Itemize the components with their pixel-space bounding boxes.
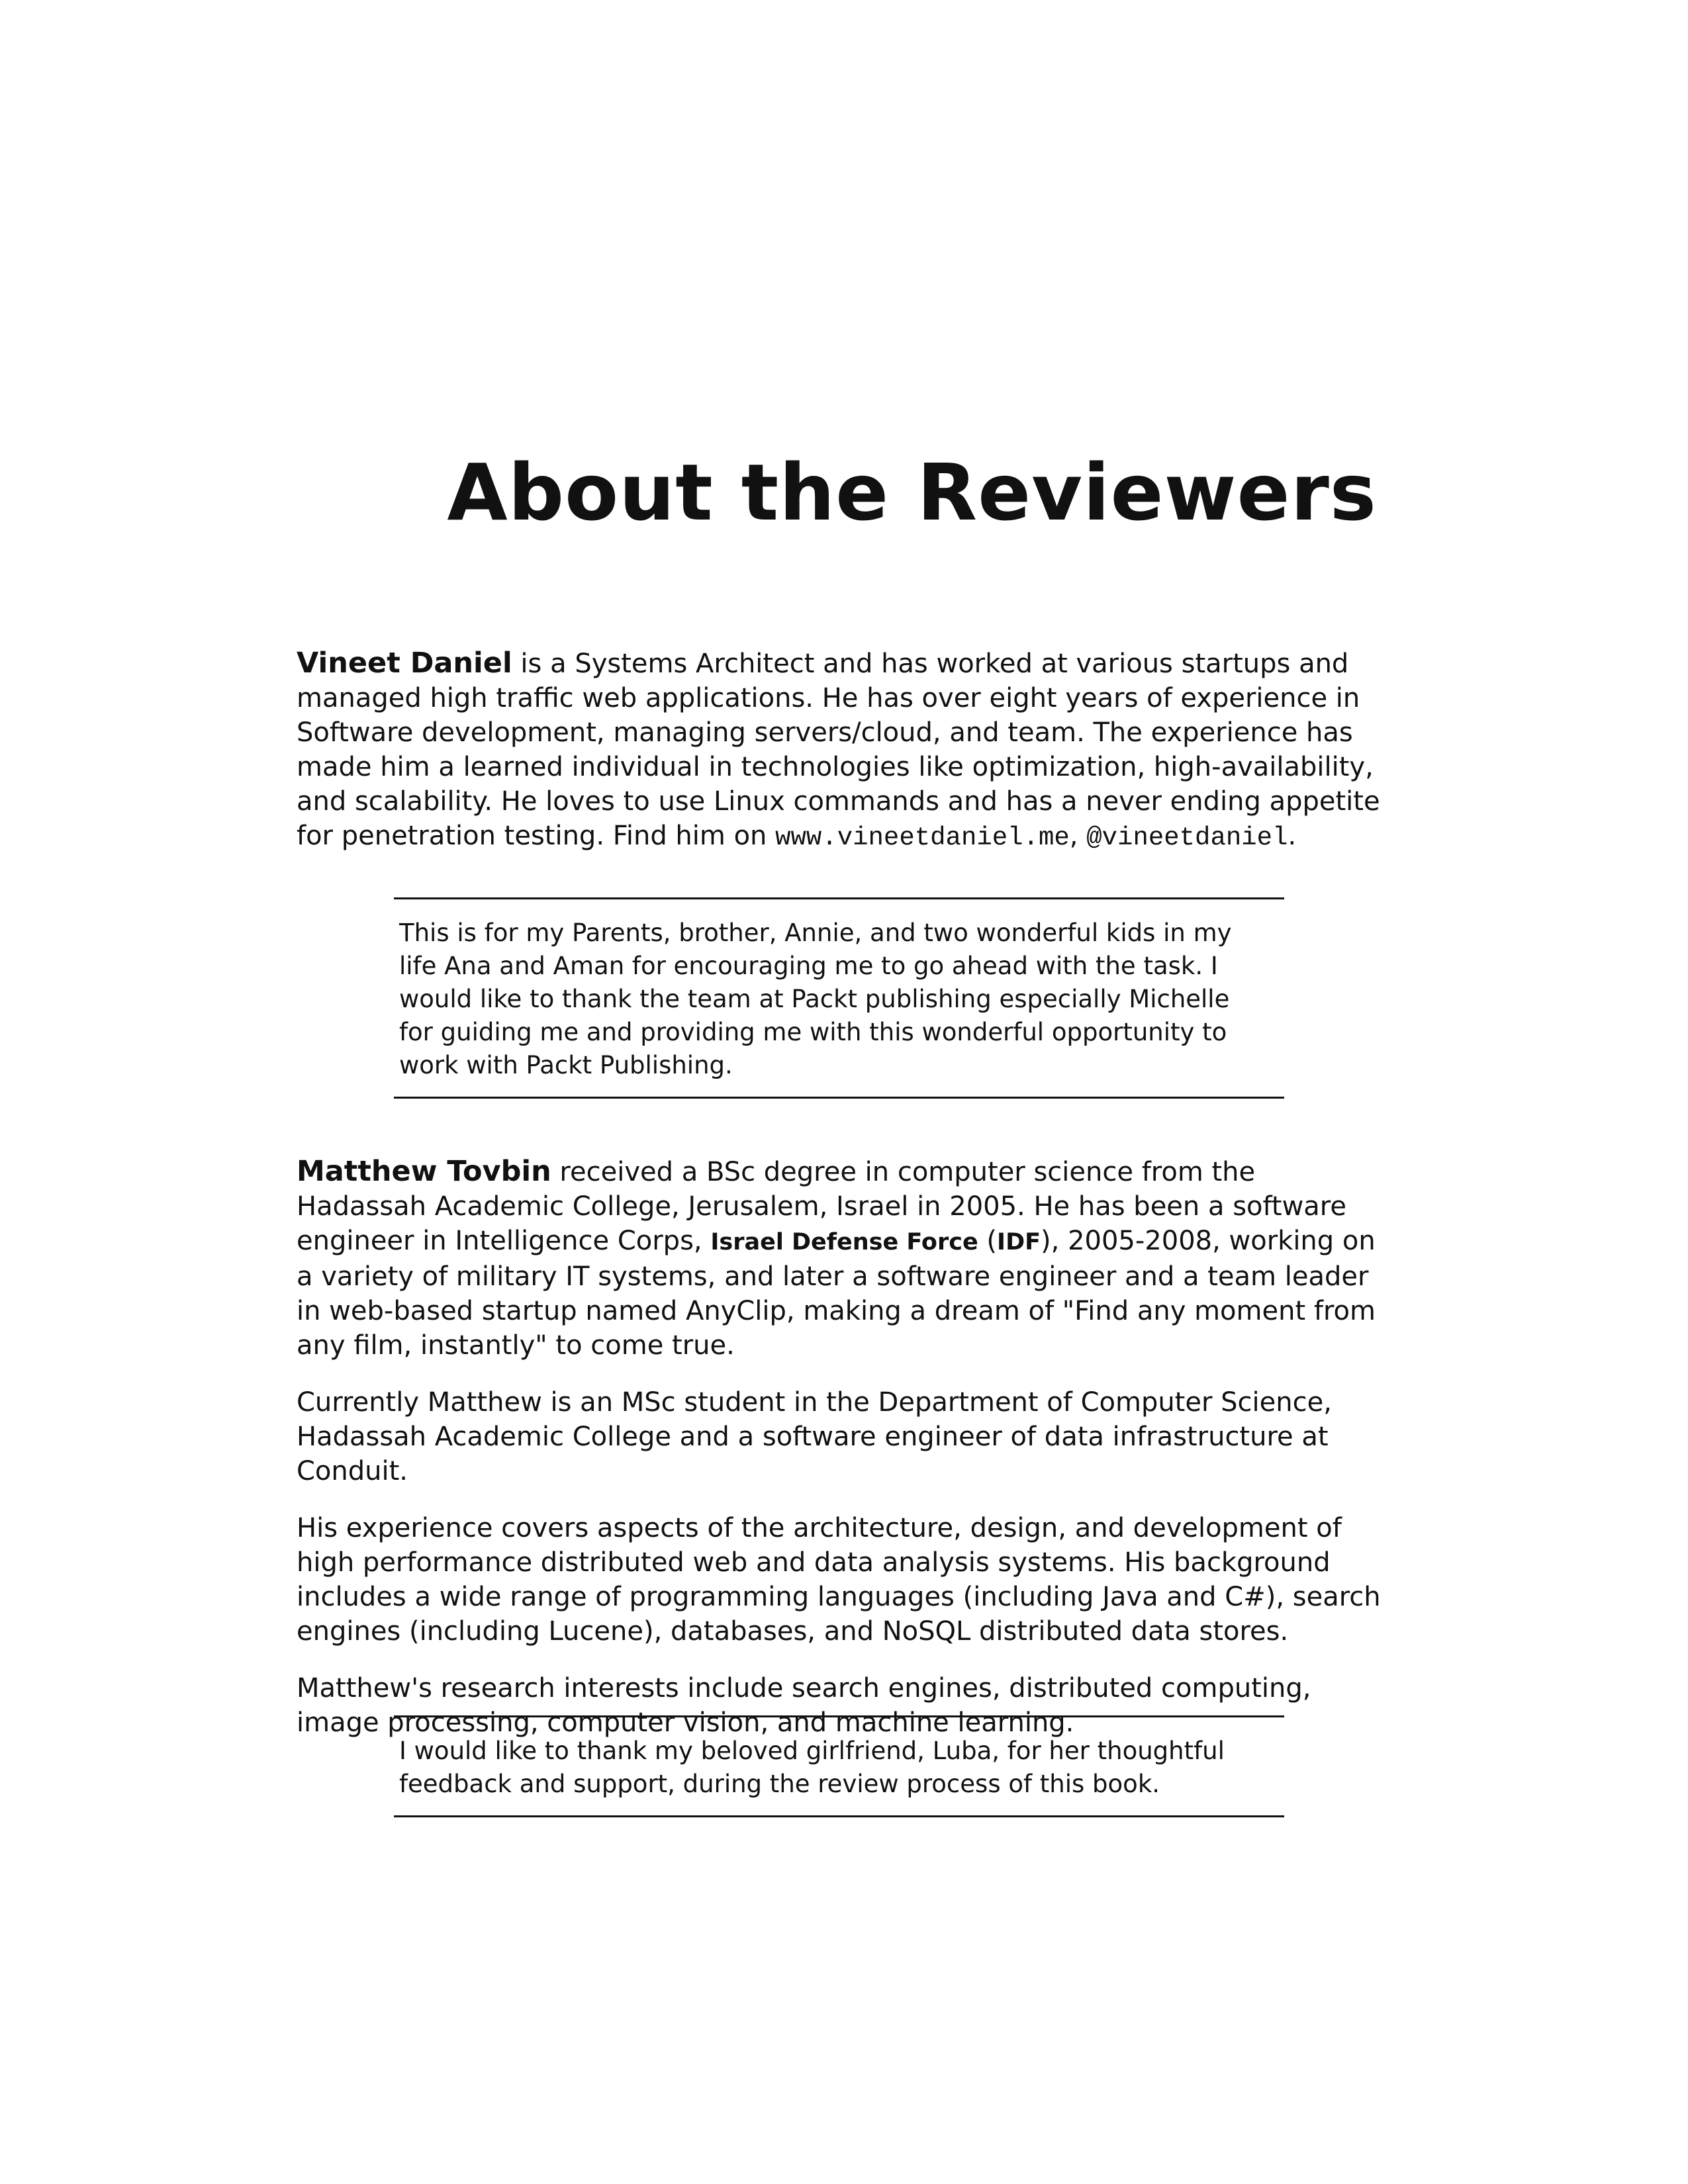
bio-text-continued: ), 2005-2008, working on a variety of military IT systems, and later a software engineer and a team leader in web-based startup named AnyClip, making a dream of "Find any moment from any film, instantly" to come true. [297,1226,1376,1361]
website-link[interactable]: www.vineetdaniel.me [775,823,1070,852]
bio-paragraph-2: Currently Matthew is an MSc student in the Department of Computer Science, Hadassah Academic College and a software engineer of data infrastructure at Conduit. [297,1387,1332,1486]
reviewer-bio-matthew-tovbin [297,1154,1389,1740]
twitter-handle[interactable]: @vineetdaniel [1086,823,1288,852]
separator-text: , [1069,821,1087,851]
acknowledgement-text: I would like to thank my beloved girlfriend, Luba, for her thoughtful feedback and support, during the review process of this book. [399,1737,1225,1798]
end-text: . [1288,821,1297,851]
reviewer-bio-vineet-daniel [297,646,1389,855]
acknowledgement-text: This is for my Parents, brother, Annie, and two wonderful kids in my life Ana and Aman for encouraging me to go ahead with the task. I would like to thank the team at Packt publishing especially Michelle for guiding me and providing me with this wonderful opportunity to work with Packt Publishing. [399,919,1232,1079]
acknowledgement-box-vineet-daniel [394,897,1284,1099]
bio-paragraph [297,646,1389,855]
bio-text: received a BSc degree in computer science from the Hadassah Academic College, Jerusalem, Israel in 2005. He has been a software engineer in Intelligence Corps, [297,1157,1346,1256]
bio-text: is a Systems Architect and has worked at various startups and managed high traffic web applications. He has over eight years of experience in Software development, managing servers/cloud, and team. The experience has made him a learned individual in technologies like optimization, high-availability, and scalability. He loves to use Linux commands and has a never ending appetite for penetration testing. Find him on [297,649,1380,851]
bio-paragraph-1 [297,1154,1389,1363]
page-title: About the Reviewers [447,447,1377,538]
open-paren-text: ( [978,1226,998,1256]
acknowledgement-box-matthew-tovbin [394,1715,1284,1817]
org-name: Israel Defense Force [710,1229,978,1255]
bio-paragraph-4: Matthew's research interests include search engines, distributed computing, image processing, computer vision, and machine learning. [297,1673,1311,1738]
reviewer-name: Matthew Tovbin [297,1155,551,1188]
org-abbreviation: IDF [997,1229,1041,1255]
bio-paragraph-3: His experience covers aspects of the architecture, design, and development of high performance distributed web and data analysis systems. His background includes a wide range of programming languages (including Java and C#), search engines (including Lucene), databases, and NoSQL distributed data stores. [297,1513,1381,1647]
reviewer-name: Vineet Daniel [297,647,512,680]
